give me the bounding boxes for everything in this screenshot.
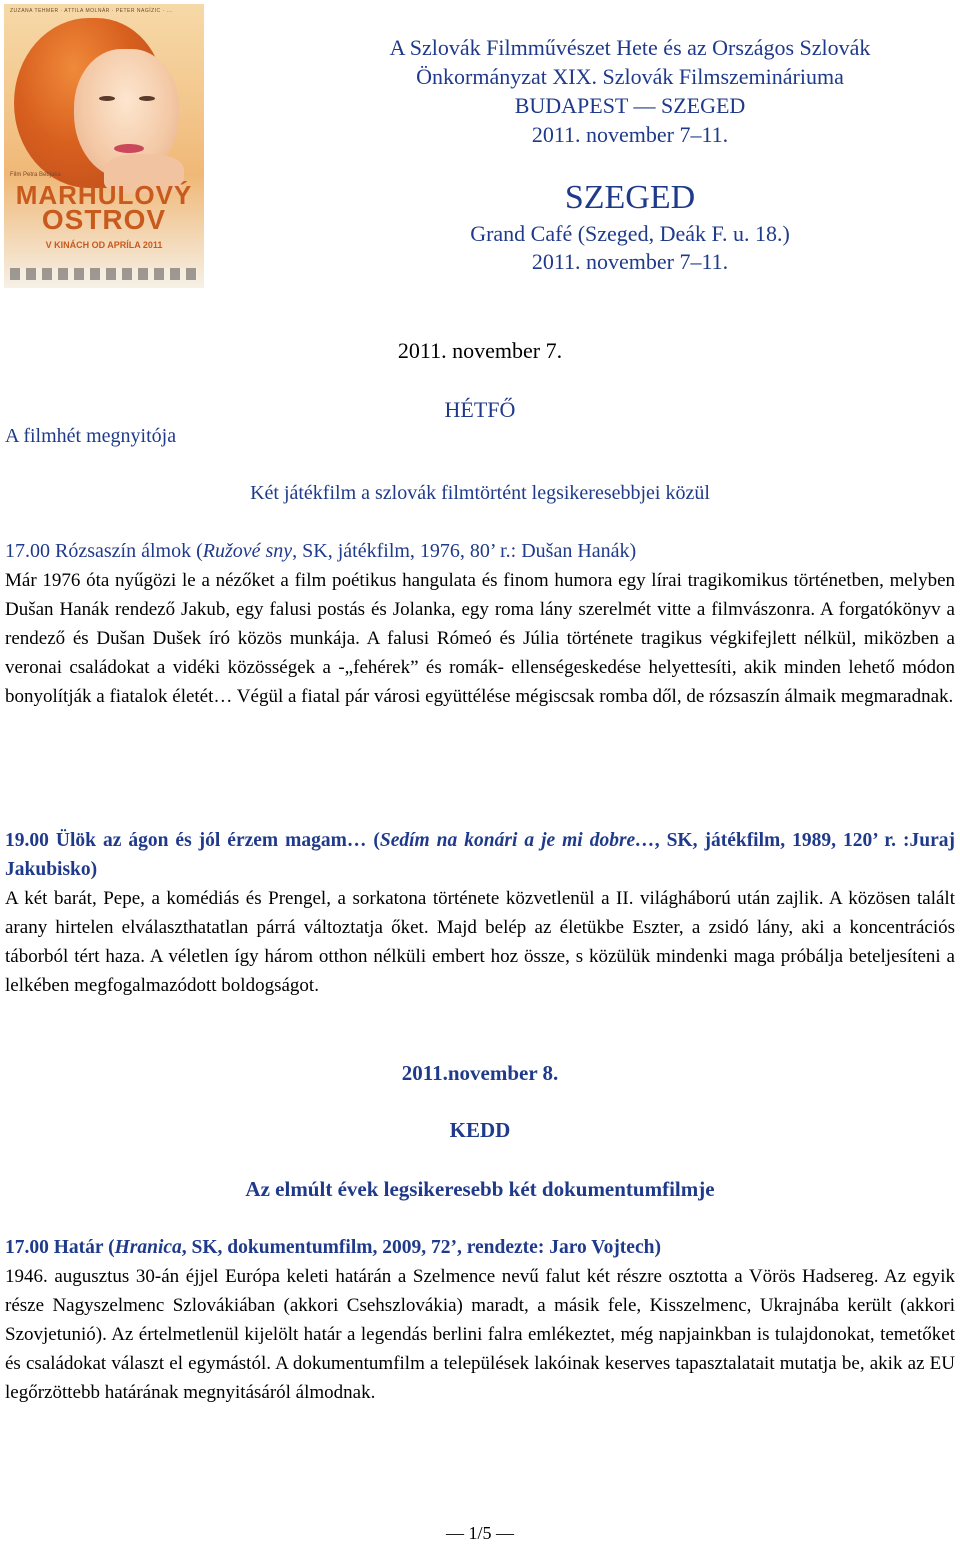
day2-subtitle: Az elmúlt évek legsikeresebb két dokumentumfilmje [245,1177,715,1201]
city-title: SZEGED [564,179,696,216]
film3-original-title: Hranica [114,1237,182,1258]
film3-heading-a: 17.00 Határ ( [5,1237,115,1258]
film1-original-title: Ružové sny [202,540,293,562]
film2-original-title: Sedím na konári a je mi dobre… [379,830,655,851]
header-line2: Önkormányzat XIX. Szlovák Filmszemináriuma [416,64,844,89]
film1-director: : Dušan Hanák) [510,540,637,562]
film2-heading-a: 19.00 Ülök az ágon és jól érzem magam… ( [5,830,380,851]
film3-heading-c: , SK, dokumentumfilm, 2009, 72’, rendezte: Jaro Vojtech) [181,1237,661,1258]
poster-eye-right [139,96,155,101]
film1-description: Már 1976 óta nyűgözi le a nézőket a film poétikus hangulata és finom humora egy lírai tragikomikus történetben, melyben Dušan Hanák rendező Jakub, egy falusi postás és Jolanka, egy roma lány szerelmét vitte a filmvászonra. A forgatókönyv a rendező és Dušan Dušek író közös munkája. A falusi Rómeó és Júlia története tragikus végkifejlett nélkül, miközben a veronai családokat a vidéki közösségek a -„fehérek” és romák- ellenségeskedése helyettesíti, akik minden lehető módon bonyolítják a fiatalok életét… Végül a fiatal pár városi együttélése mégiscsak romba dől, de rózsaszín álmaik megmaradnak. [5,570,955,707]
venue-line: Grand Café (Szeged, Deák F. u. 18.) [470,221,790,246]
event-header [300,33,960,149]
header-line4: 2011. november 7–11. [531,122,729,147]
film3-heading [5,1233,955,1262]
poster-lips [114,144,144,153]
film1-heading [5,537,955,566]
opening-label: A filmhét megnyitója [5,425,177,447]
film3-description: 1946. augusztus 30-án éjjel Európa keleti határán a Szelmence nevű falut két részre osztotta a Vörös Hadsereg. Az egyik része Nagyszelmenc Szlovákiában (akkori Csehszlovákia) maradt, a másik fele, Kisszelmenc, Ukrajnába került (akkori Szovjetunió). Az értelmetlenül kijelölt határ a legendás berlini falra emlékeztet, még napjainkban is tulajdonokat, temetőket és családokat választ el egymástól. A dokumentumfilm a települések lakóinak keserves tapasztalatait mutatja be, akik az EU legőrzöttebb határának megnyitásáról álmodnak. [5,1266,955,1403]
day1-film2 [5,826,955,1000]
film-poster [4,4,204,288]
day1-subtitle: Két játékfilm a szlovák filmtörtént legsikeresebbjei közül [250,482,710,504]
film2-heading [5,826,955,884]
poster-eye-left [99,96,115,101]
day2-film1 [5,1233,955,1407]
page-number: — 1/5 — [445,1523,514,1543]
poster-sponsor-logos [10,268,198,280]
header-line3: BUDAPEST — SZEGED [514,93,746,118]
day2-date: 2011.november 8. [401,1061,559,1085]
film2-heading-c: , SK, játékfilm, 1989, 120’ r. :Juraj Jakubisko) [5,830,955,880]
header-line1: A Szlovák Filmművészet Hete és az Országos Szlovák [389,35,871,60]
day1-date: 2011. november 7. [397,338,563,363]
poster-credits: ZUZANA TEHMER · ATTILA MOLNÁR · PETER NAGÍZIC · ... [10,8,173,14]
day1-weekday: HÉTFŐ [444,397,516,422]
day1-film1 [5,537,955,711]
dates-line: 2011. november 7–11. [531,249,729,274]
poster-title-line1: MARHULOVÝ [15,180,193,210]
film2-description: A két barát, Pepe, a komédiás és Prengel, a sorkatona története közvetlenül a II. világháború után zajlik. A közösen talált arany hirtelen elválaszthatatlan párrá változtatja őket. Majd belép az életükbe Eszter, a zsidó lány, aki a koncentrációs táborból tért haza. A véletlen így három otthon nélküli embert hoz össze, s közülük mindenki maga próbálja beteljesíteni a lelkében megfogalmazódott boldogságot. [5,888,955,996]
film1-heading-c: , SK, játékfilm, 1976, 80’ r. [292,540,511,562]
poster-tagline: Film Petra Bebjaka [10,172,61,178]
poster-cinema-line: V KINÁCH OD APRÍLA 2011 [45,240,163,250]
day2-weekday: KEDD [449,1118,511,1142]
poster-title-line2: OSTROV [41,204,167,235]
film1-heading-a: 17.00 Rózsaszín álmok ( [5,540,203,562]
